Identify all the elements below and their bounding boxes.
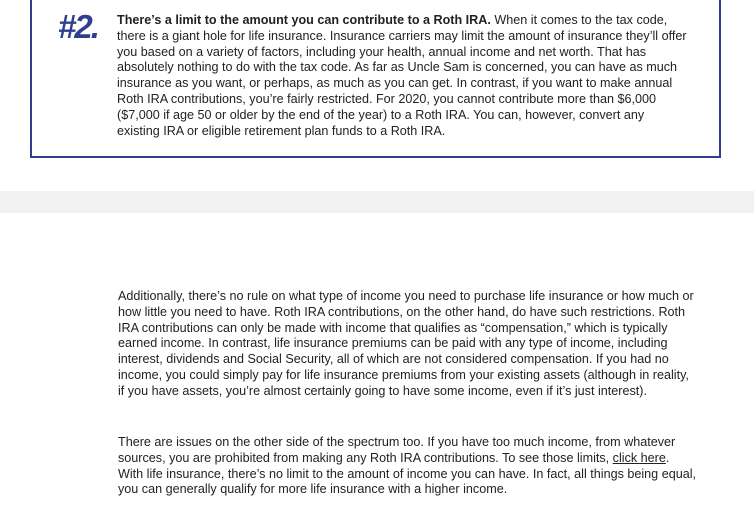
callout-body: When it comes to the tax code, there is a giant hole for life insurance. Insurance carriers may limit the amount of insurance they’ll offer you based on a variety of factors, including your health, annual income and net worth. That has absolutely nothing to do with the tax code. As far as Uncle Sam is concerned, you can have as much insurance as you want, or perhaps, as much as you can get. In contrast, if you want to make annual Roth IRA contributions, you’re fairly restricted. For 2020, you cannot contribute more than $6,000 ($7,000 if age 50 or older by the end of the year) to a Roth IRA. You can, however, convert any existing IRA or eligible retirement plan funds to a Roth IRA. bbox=[117, 13, 687, 138]
callout-text bbox=[117, 13, 687, 139]
paragraph-income-type: Additionally, there’s no rule on what type of income you need to purchase life insurance or how much or how little you need to have. Roth IRA contributions, on the other hand, do have such restrictions. Roth IRA contributions can only be made with income that qualifies as “compensation,” which is typically earned income. In contrast, life insurance premiums can be paid with any type of income, including interest, dividends and Social Security, all of which are not considered compensation. If you had no income, you could simply pay for life insurance premiums from your existing assets (although in reality, if you have assets, you’re almost certainly going to have some income, even if it’s just interest). bbox=[118, 289, 694, 398]
callout-number: #2. bbox=[58, 8, 98, 45]
paragraph-text-after-link: . With life insurance, there’s no limit to the amount of income you can have. In fact, all things being equal, you can generally qualify for more life insurance with a higher income. bbox=[118, 450, 697, 497]
callout-heading: There’s a limit to the amount you can contribute to a Roth IRA. bbox=[117, 13, 491, 27]
section-divider-band bbox=[0, 191, 754, 213]
paragraph-text-before-link: There are issues on the other side of the spectrum too. If you have too much income, from whatever sources, you are prohibited from making any Roth IRA contributions. To see those limits, bbox=[118, 435, 676, 465]
click-here-link[interactable]: click here bbox=[612, 450, 666, 465]
paragraph-income-limits bbox=[118, 435, 698, 498]
